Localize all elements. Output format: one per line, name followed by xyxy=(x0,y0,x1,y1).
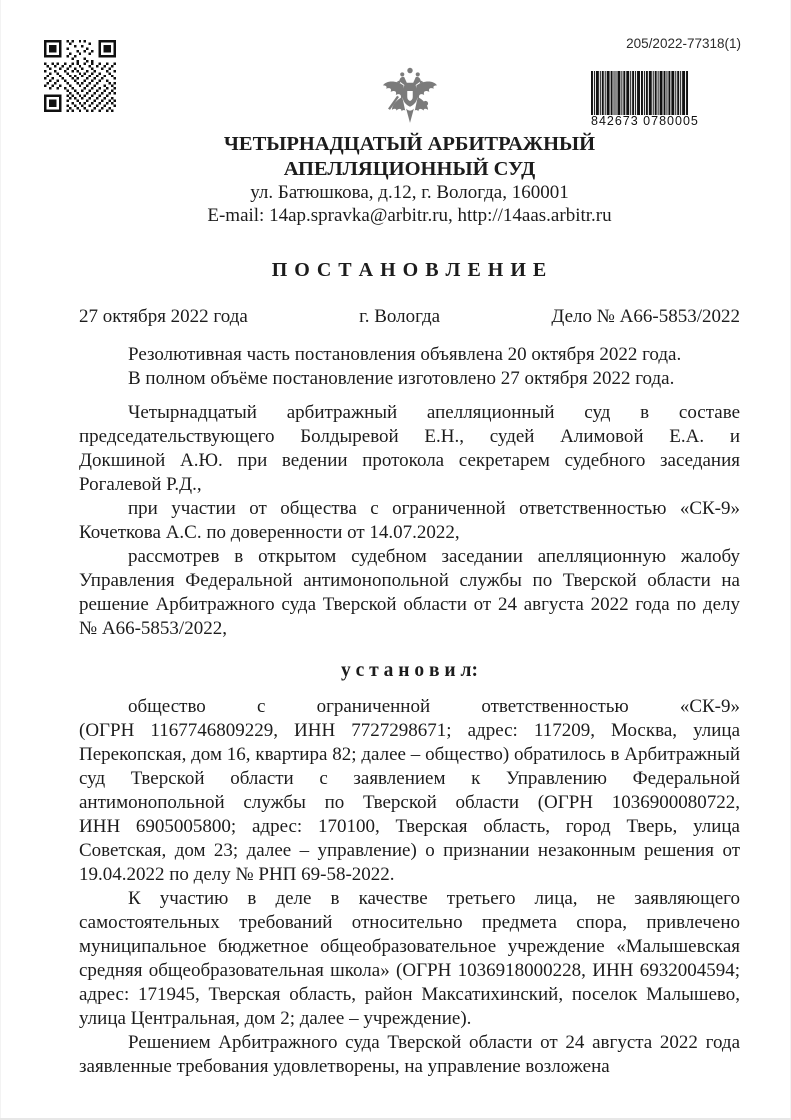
composition-paragraph: Четырнадцатый арбитражный апелляционный суд в составе председательствующего Болдыревой Е.Н., судей Алимовой Е.А. и Докшиной А.Ю. при ведении протокола секретарем судебного заседания Рогалевой Р.Д., xyxy=(79,402,740,495)
court-address: ул. Батюшкова, д.12, г. Вологда, 160001 xyxy=(250,182,569,203)
court-name-line1: ЧЕТЫРНАДЦАТЫЙ АРБИТРАЖНЫЙ xyxy=(223,133,596,155)
composition-paragraph: при участии от общества с ограниченной ответственностью «СК-9» Кочеткова А.С. по доверенности от 14.07.2022, xyxy=(79,498,740,543)
barcode xyxy=(591,71,699,128)
document-number: 205/2022-77318(1) xyxy=(626,36,741,51)
facts-paragraph: Решением Арбитражного суда Тверской области от 24 августа 2022 года заявленные требования удовлетворены, на управление возложена xyxy=(79,1032,740,1077)
document-title: П О С Т А Н О В Л Е Н И Е xyxy=(271,259,548,281)
intro-paragraph: В полном объёме постановление изготовлено 27 октября 2022 года. xyxy=(128,368,675,389)
case-meta-row xyxy=(79,305,740,329)
document-content xyxy=(79,132,740,1079)
court-contacts: E-mail: 14ap.spravka@arbitr.ru, http://14aas.arbitr.ru xyxy=(207,204,612,226)
document-header xyxy=(0,0,791,132)
composition-section xyxy=(79,401,740,641)
qr-code-icon xyxy=(44,40,116,112)
intro-section xyxy=(79,343,740,391)
composition-paragraph: рассмотрев в открытом судебном заседании апелляционную жалобу Управления Федеральной антимонопольной службы по Тверской области на решение Арбитражного суда Тверской области от 24 августа 2022 года по делу № А66-5853/2022, xyxy=(79,546,740,639)
facts-paragraph: К участию в деле в качестве третьего лица, не заявляющего самостоятельных требований относительно предмета спора, привлечено муниципальное бюджетное общеобразовательное учреждение «Малышевская средняя общеобразовательная школа» (ОГРН 1036918000228, ИНН 6932004594; адрес: 171945, Тверская область, район Максатихинский, поселок Малышево, улица Центральная, дом 2; далее – учреждение). xyxy=(79,888,740,1029)
barcode-number: 842673 0780005 xyxy=(591,114,699,128)
court-name-line2: АПЕЛЛЯЦИОННЫЙ СУД xyxy=(283,158,536,180)
ruling-heading: у с т а н о в и л: xyxy=(341,660,478,681)
facts-section xyxy=(79,695,740,1079)
barcode-icon xyxy=(591,71,689,115)
intro-paragraph: Резолютивная часть постановления объявлена 20 октября 2022 года. xyxy=(128,344,682,365)
decision-city: г. Вологда xyxy=(359,306,441,327)
coat-of-arms-icon xyxy=(377,66,443,128)
decision-date: 27 октября 2022 года xyxy=(79,306,248,327)
facts-paragraph: общество с ограниченной ответственностью «СК-9» (ОГРН 1167746809229, ИНН 7727298671; адрес: 117209, Москва, улица Перекопская, дом 16, квартира 82; далее – общество) обратилось в Арбитражный суд Тверской области с заявлением к Управлению Федеральной антимонопольной службы по Тверской области (ОГРН 1036900080722, ИНН 6905005800; адрес: 170100, Тверская область, город Тверь, улица Советская, дом 23; далее – управление) о признании незаконным решения от 19.04.2022 по делу № РНП 69-58-2022. xyxy=(79,696,740,885)
case-number: Дело № А66-5853/2022 xyxy=(551,306,740,327)
